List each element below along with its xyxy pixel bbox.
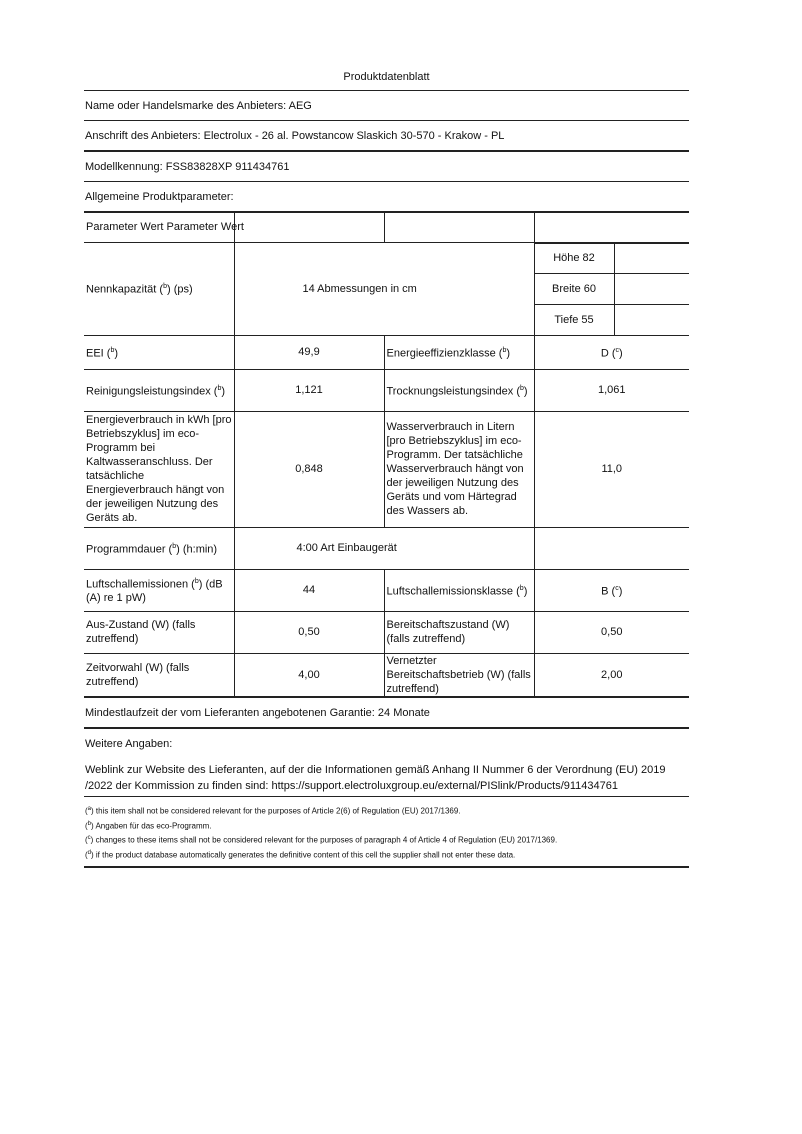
dimensions-cell — [534, 242, 689, 335]
footnote-a: ($^a$) this item shall not be considered relevant for the purposes of Article 2(6) of Regulation (EU) 2017/1369. — [85, 806, 461, 816]
dimension-height: Höhe 82 — [535, 243, 615, 274]
energy-class-label: Energieeffizienzklasse ($^b$) — [384, 335, 534, 369]
table-row — [84, 242, 689, 335]
off-mode-label: Aus-Zustand (W) (falls zutreffend) — [84, 611, 234, 653]
drying-index-label: Trocknungsleistungsindex ($^b$) — [384, 369, 534, 411]
dimension-value — [614, 274, 689, 305]
standby-label: Bereitschaftszustand (W) (falls zutreffend) — [384, 611, 534, 653]
capacity-label: Nennkapazität ($^b$) (ps) — [84, 242, 234, 335]
drying-index-value: 1,061 — [534, 369, 689, 411]
networked-standby-value: 2,00 — [534, 653, 689, 697]
standby-value: 0,50 — [534, 611, 689, 653]
dimensions-table — [535, 243, 690, 335]
table-row — [84, 212, 689, 242]
capacity-value: 14 Abmessungen in cm — [234, 242, 534, 335]
footnote-d: ($^d$) if the product database automatically generates the definitive content of this cell the supplier shall not enter these data. — [85, 849, 516, 860]
table-cell — [384, 212, 534, 242]
further-info-heading: Weitere Angaben: — [85, 737, 173, 750]
water-consumption-label: Wasserverbrauch in Litern [pro Betriebszyklus] im eco-Programm. Der tatsächliche Wasserverbrauch hängt von der jeweiligen Nutzung des Geräts und vom Härtegrad des Wassers ab. — [384, 411, 534, 527]
footnote-b: ($^b$) Angaben für das eco-Programm. — [85, 820, 212, 831]
table-row — [84, 653, 689, 697]
table-cell — [534, 212, 689, 242]
dimension-depth: Tiefe 55 — [535, 305, 615, 335]
program-duration-value: 4:00 Art Einbaugerät — [234, 527, 534, 569]
table-row — [84, 335, 689, 369]
table-row — [84, 411, 689, 527]
table-header-cell: Parameter Wert Parameter Wert — [84, 212, 234, 242]
energy-class-value: D ($^c$) — [534, 335, 689, 369]
cleaning-index-label: Reinigungsleistungsindex ($^b$) — [84, 369, 234, 411]
off-mode-value: 0,50 — [234, 611, 384, 653]
eei-value: 49,9 — [234, 335, 384, 369]
general-parameters-heading: Allgemeine Produktparameter: — [85, 190, 234, 203]
table-row — [84, 369, 689, 411]
table-row — [84, 527, 689, 569]
cleaning-index-value: 1,121 — [234, 369, 384, 411]
noise-emission-label: Luftschallemissionen ($^b$) (dB (A) re 1 pW) — [84, 569, 234, 611]
energy-consumption-label: Energieverbrauch in kWh [pro Betriebszyklus] im eco-Programm bei Kaltwasseranschluss. Der tatsächliche Energieverbrauch hängt von der jeweiligen Nutzung des Geräts ab. — [84, 411, 234, 527]
table-cell — [234, 212, 384, 242]
delay-start-label: Zeitvorwahl (W) (falls zutreffend) — [84, 653, 234, 697]
program-duration-label: Programmdauer ($^b$) (h:min) — [84, 527, 234, 569]
networked-standby-label: Vernetzter Bereitschaftsbetrieb (W) (falls zutreffend) — [384, 653, 534, 697]
table-row — [84, 611, 689, 653]
noise-emission-value: 44 — [234, 569, 384, 611]
noise-class-label: Luftschallemissionsklasse ($^b$) — [384, 569, 534, 611]
supplier-address: Anschrift des Anbieters: Electrolux - 26 al. Powstancow Slaskich 30-570 - Krakow - PL — [84, 121, 689, 152]
supplier-weblink: Weblink zur Website des Lieferanten, auf der die Informationen gemäß Anhang II Nummer 6 der Verordnung (EU) 2019 /2022 der Kommission zu finden sind: https://support.electroluxgroup.eu/external/PISlink/Products/911434761 — [84, 758, 689, 797]
supplier-name: Name oder Handelsmarke des Anbieters: AEG — [84, 91, 689, 121]
dimension-value — [614, 243, 689, 274]
warranty: Mindestlaufzeit der vom Lieferanten angebotenen Garantie: 24 Monate — [84, 698, 689, 729]
page-title: Produktdatenblatt — [84, 64, 689, 91]
table-cell — [534, 527, 689, 569]
energy-consumption-value: 0,848 — [234, 411, 384, 527]
dimension-value — [614, 305, 689, 335]
water-consumption-value: 11,0 — [534, 411, 689, 527]
dimension-width: Breite 60 — [535, 274, 615, 305]
footnote-c: ($^c$) changes to these items shall not be considered relevant for the purposes of paragraph 4 of Article 4 of Regulation (EU) 2017/1369. — [85, 835, 558, 845]
noise-class-value: B ($^c$) — [534, 569, 689, 611]
footnotes — [84, 797, 689, 868]
model-identifier: Modellkennung: FSS83828XP 911434761 — [84, 152, 689, 182]
eei-label: EEI ($^b$) — [84, 335, 234, 369]
parameter-table — [84, 211, 689, 698]
delay-start-value: 4,00 — [234, 653, 384, 697]
product-data-sheet — [84, 64, 689, 868]
table-row — [84, 569, 689, 611]
